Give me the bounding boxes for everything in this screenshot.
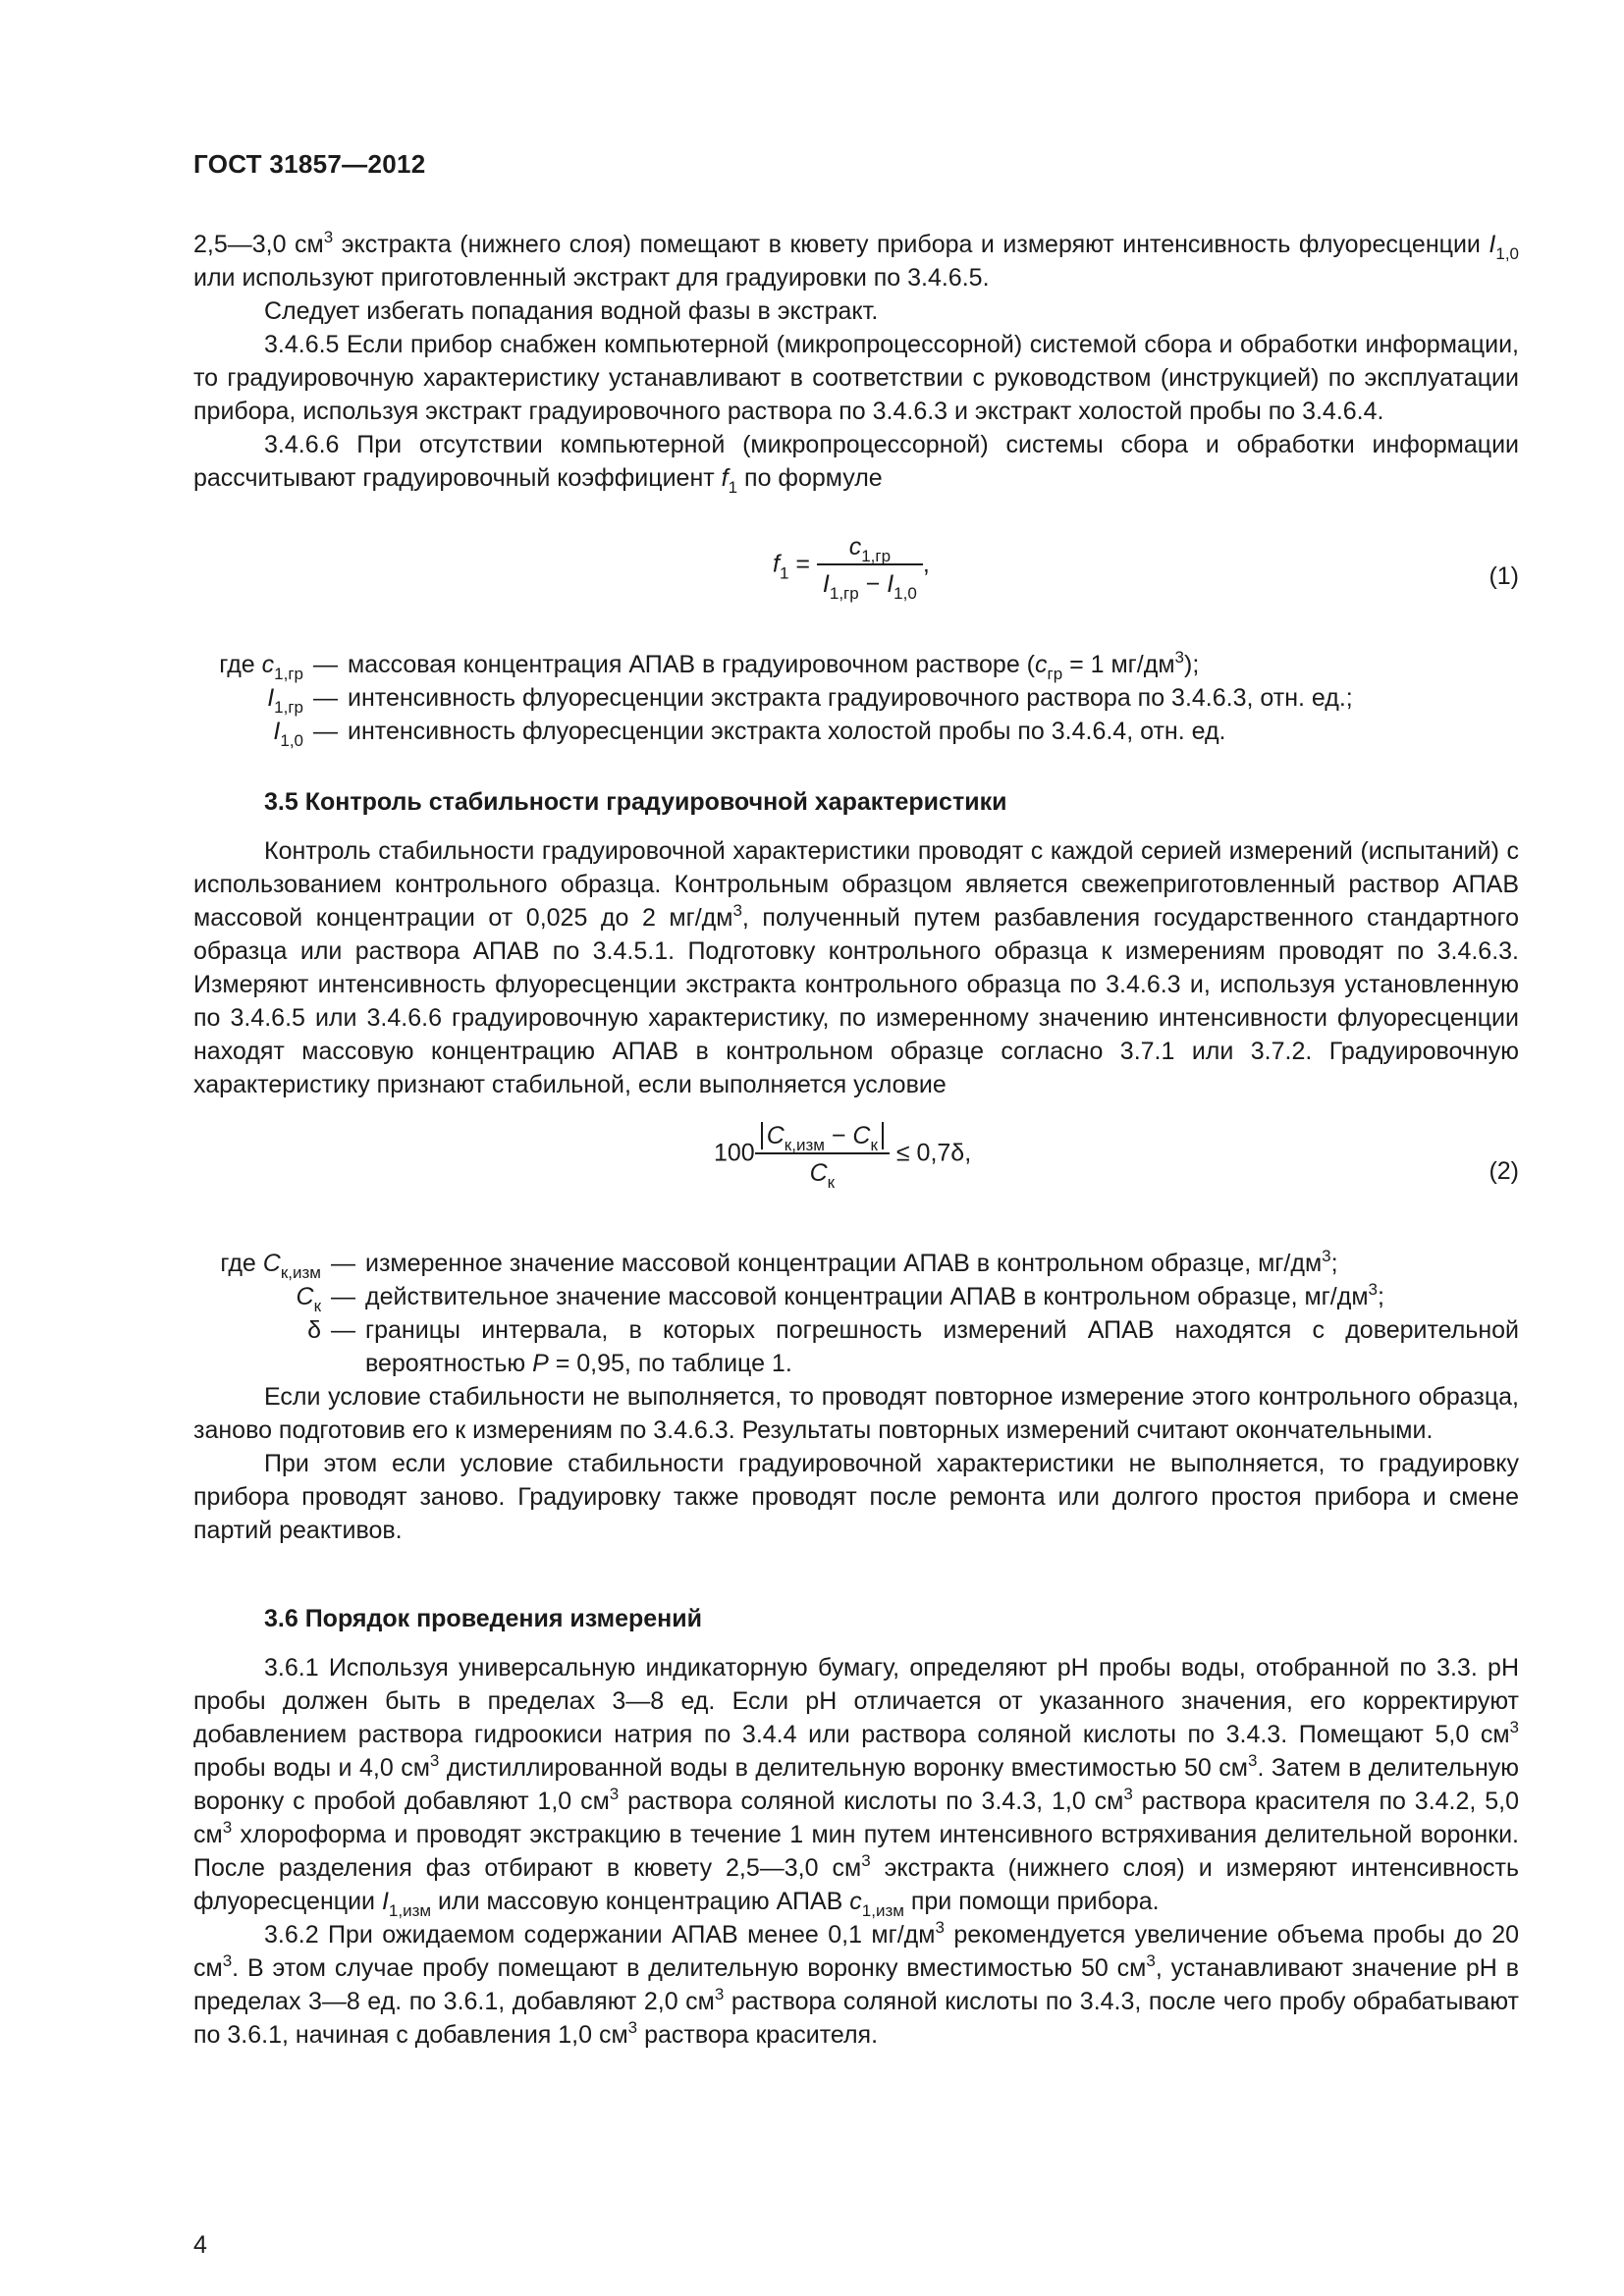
clause-3-6-1: 3.6.1 Используя универсальную индикаторную бумагу, определяют pH пробы воды, отобранной по 3.3. pH пробы должен быть в пределах 3—8 ед. Если pH отличается от указанного значения, его корректируют добавлением раствора гидроокиси натрия по 3.4.4 или раствора соляной кислоты по 3.4.3. Помещают 5,0 $см^3$ пробы воды и 4,0 $см^3$ дистиллированной воды в делительную воронку вместимостью 50 $см^3$. Затем в делительную воронку с пробой добавляют 1,0 $см^3$ раствора соляной кислоты по 3.4.3, 1,0 $см^3$ раствора красителя по 3.4.2, 5,0 $см^3$ хлороформа и проводят экстракцию в течение 1 мин путем интенсивного встряхивания делительной воронки. После разделения фаз отбирают в кювету 2,5—3,0 $см^3$ экстракта (нижнего слоя) и измеряют интенсивность флуоресценции $I_{1,изм}$ или массовую концентрацию АПАВ $c_{1,изм}$ при помощи прибора. — [193, 1654, 1520, 1920]
intro-block — [193, 228, 1519, 495]
formula-1 — [193, 530, 1519, 638]
clause-3-4-6-5: 3.4.6.5 Если прибор снабжен компьютерной (микропроцессорной) системой сбора и обработки информации, то градуировочную характеристику устанавливают в соответствии с руководством (инструкцией) по эксплуатации прибора, используя экстракт градуировочного раствора по 3.4.6.3 и экстракт холостой пробы по 3.4.6.4. — [193, 331, 1519, 425]
formula-2-fraction — [755, 1119, 890, 1190]
definition-row: $I_{1,гр}$ — интенсивность флуоресценции экстракта градуировочного раствора по 3.4.6.3, отн. ед.; — [267, 684, 1353, 717]
formula-1-numerator: $c_{1,гр}$ — [848, 533, 892, 565]
section-3-5-paragraph: Контроль стабильности градуировочной характеристики проводят с каждой серией измерений (испытаний) с использованием контрольного образца. Контрольным образцом является свежеприготовленный раствор АПАВ массовой концентрации от 0,025 до 2 $мг/дм^3$, полученный путем разбавления государственного стандартного образца или раствора АПАВ по 3.4.5.1. Подготовку контрольного образца к измерениям проводят по 3.4.6.3. Измеряют интенсивность флуоресценции экстракта контрольного образца по 3.4.6.3 и, используя установленную по 3.4.6.5 или 3.4.6.6 градуировочную характеристику, по измеренному значению интенсивности флуоресценции находят массовую концентрацию АПАВ в контрольном образце согласно 3.7.1 или 3.7.2. Градуировочную характеристику признают стабильной, если выполняется условие — [193, 837, 1519, 1098]
definition-row: $C_к$ — действительное значение массовой концентрации АПАВ в контрольном образце, $мг/дм^3$; — [296, 1280, 1384, 1315]
formula-1-number: (1) — [1489, 562, 1519, 590]
clause-3-4-6-6: 3.4.6.6 При отсутствии компьютерной (микропроцессорной) системы сбора и обработки информации рассчитывают градуировочный коэффициент $f_1$ по формуле — [193, 431, 1519, 497]
definition-row: δ — границы интервала, в которых погрешность измерений АПАВ находятся с доверительной вероятностью P = 0,95, по таблице 1. — [307, 1316, 1519, 1377]
formula-2-expression: 100 $\frac{C_{к,изм} - C_к}{C_к}$ ≤ 0,7δ, — [714, 1119, 971, 1190]
definition-row: где $C_{к,изм}$ — измеренное значение массовой концентрации АПАВ в контрольном образце, $мг/дм^3$; — [220, 1247, 1338, 1282]
definition-row: где $c_{1,гр}$ — массовая концентрация АПАВ в градуировочном растворе ($c_{гр} = 1$ $мг/дм^3$); — [219, 648, 1200, 683]
intro-paragraph-1: 2,5—3,0 $см^3$ экстракта (нижнего слоя) помещают в кювету прибора и измеряют интенсивность флуоресценции $I_{1,0}$ или используют приготовленный экстракт для градуировки по 3.4.6.5. — [193, 228, 1520, 292]
formula-1-denominator: $I_{1,гр} - I_{1,0}$ — [817, 563, 923, 601]
formula-2-numerator: $C_{к,изм} - C_к$ — [755, 1119, 890, 1152]
page-number: 4 — [193, 2231, 207, 2259]
formula-1-definitions — [193, 648, 1519, 748]
stability-paragraph-1: Если условие стабильности не выполняется, то проводят повторное измерение этого контрольного образца, заново подготовив его к измерениям по 3.4.6.3. Результаты повторных измерений считают окончательными. — [193, 1383, 1519, 1444]
section-3-5 — [193, 785, 1519, 1101]
formula-2-denominator: $C_к$ — [755, 1152, 890, 1190]
stability-paragraph-2: При этом если условие стабильности градуировочной характеристики не выполняется, то градуировку прибора проводят заново. Градуировку также проводят после ремонта или долгого простоя прибора и смене партий реактивов. — [193, 1450, 1519, 1544]
intro-paragraph-2: Следует избегать попадания водной фазы в экстракт. — [264, 297, 879, 325]
document-header: ГОСТ 31857—2012 — [193, 149, 426, 179]
formula-1-fraction — [817, 530, 923, 601]
section-3-5-continuation — [193, 1380, 1519, 1547]
section-3-6 — [193, 1602, 1519, 2052]
clause-3-6-2: 3.6.2 При ожидаемом содержании АПАВ менее 0,1 $мг/дм^3$ рекомендуется увеличение объема пробы до 20 $см^3$. В этом случае пробу помещают в делительную воронку вместимостью 50 $см^3$, устанавливают значение pH в пределах 3—8 ед. по 3.6.1, добавляют 2,0 $см^3$ раствора соляной кислоты по 3.4.3, после чего пробу обрабатывают по 3.6.1, начиная с добавления 1,0 $см^3$ раствора красителя. — [193, 1918, 1519, 2049]
formula-2 — [193, 1119, 1519, 1227]
formula-1-expression: $f_1$ = $\frac{c_{1,гр}}{I_{1,гр} - I_{1,0}}$ , — [773, 530, 930, 601]
formula-2-number: (2) — [1489, 1157, 1519, 1185]
formula-2-definitions — [193, 1247, 1519, 1380]
section-3-6-heading: 3.6 Порядок проведения измерений — [264, 1605, 703, 1632]
section-3-5-heading: 3.5 Контроль стабильности градуировочной характеристики — [264, 788, 1007, 816]
definition-row: $I_{1,0}$ — интенсивность флуоресценции экстракта холостой пробы по 3.4.6.4, отн. ед. — [273, 718, 1226, 750]
